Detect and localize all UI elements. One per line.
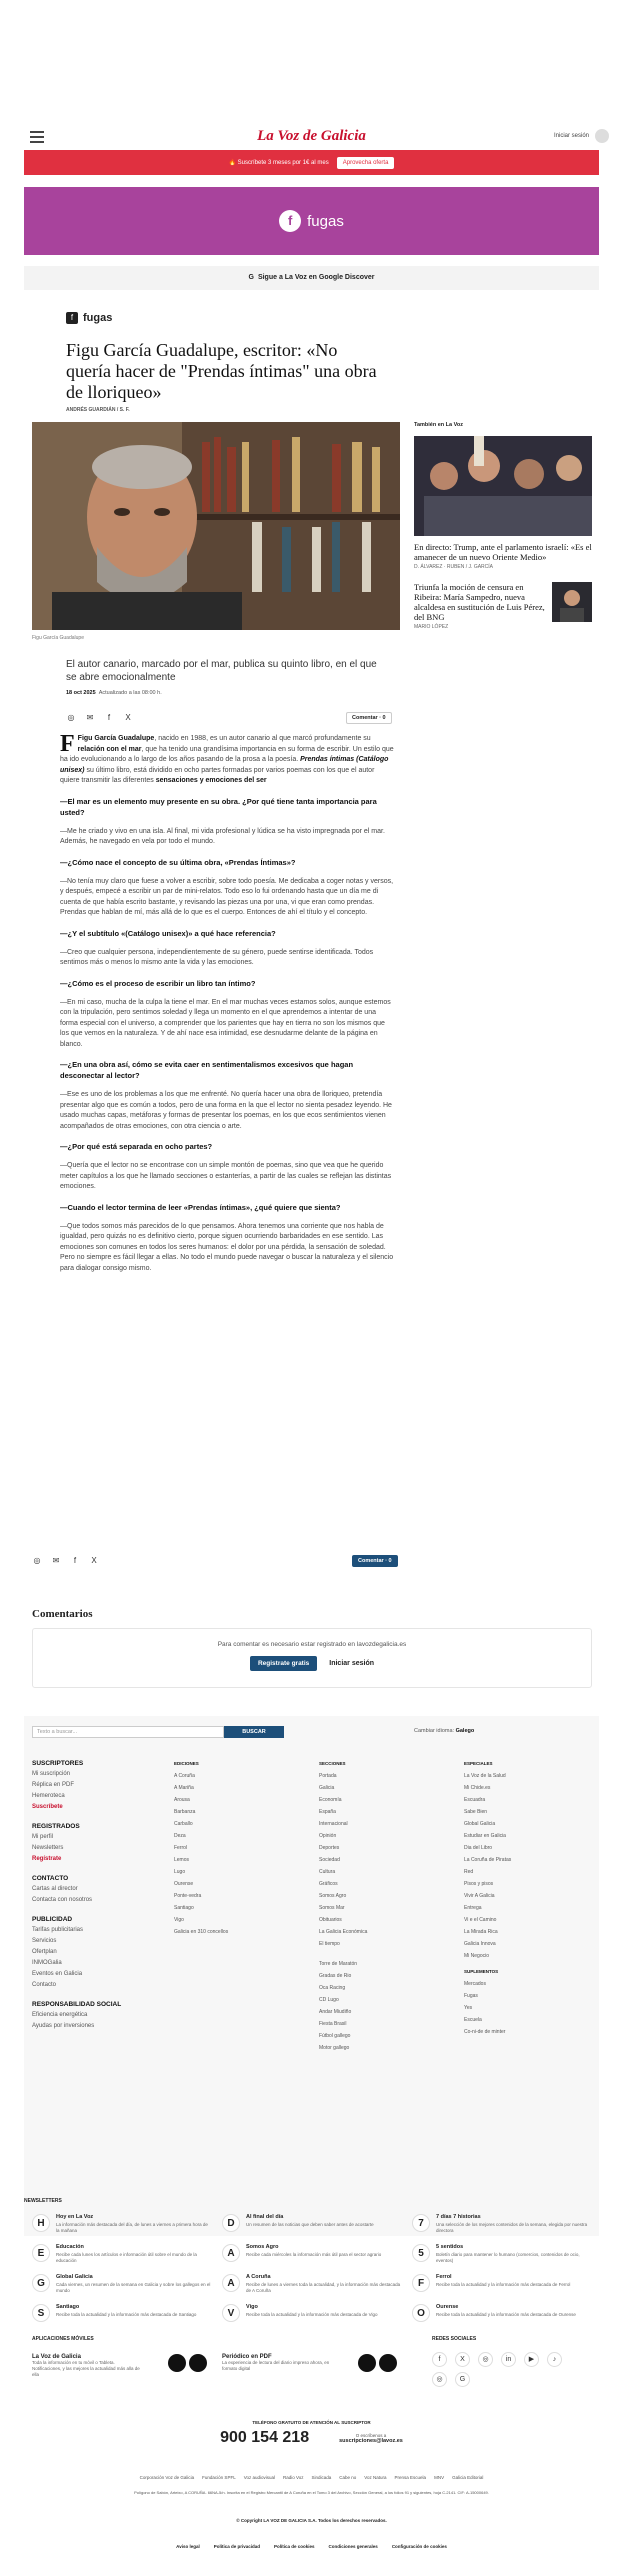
footer-link[interactable]: Santiago: [174, 1905, 194, 1911]
language-switch[interactable]: [414, 1728, 474, 1734]
newsletter-icon: O: [412, 2304, 430, 2322]
social-heading: REDES SOCIALES: [432, 2336, 477, 2342]
footer-link[interactable]: Carballo: [174, 1821, 193, 1827]
app-desc: La experiencia de lectura del diario impreso ahora, en formato digital: [222, 2360, 330, 2371]
apple-store-icon[interactable]: [168, 2354, 186, 2372]
sidebar-thumb[interactable]: [552, 582, 592, 622]
site-footer: [24, 1716, 599, 2236]
corporate-link[interactable]: MNV: [434, 2475, 445, 2480]
article-intro: [60, 731, 395, 787]
newsletter-desc: Recibe toda la actualidad y la información más destacada de Ferrol: [436, 2282, 571, 2287]
sidebar-article-author: MARIO LÓPEZ: [414, 624, 449, 630]
newsletter-title: 7 días 7 historias: [436, 2214, 481, 2220]
footer-heading: SUSCRIPTORES: [32, 1760, 84, 1767]
corporate-link[interactable]: Sindicada: [311, 2475, 332, 2480]
newsletter-icon: V: [222, 2304, 240, 2322]
intro-text-2: , que ha tenido una grandísima importancia en su forma de escribir. Un estilo que ha ido evolucionando a lo largo de los años pasando de la prosa a la poesía.: [60, 745, 394, 763]
google-play-icon[interactable]: [189, 2354, 207, 2372]
newsletter-item[interactable]: [32, 2304, 217, 2332]
footer-link[interactable]: Newsletters: [32, 1845, 64, 1851]
corporate-link[interactable]: Radio Voz: [282, 2475, 304, 2480]
newsletter-icon: G: [32, 2274, 50, 2292]
newsletter-item[interactable]: [412, 2214, 597, 2242]
article-section-label: fugas: [83, 312, 113, 324]
footer-link[interactable]: Cartas al director: [32, 1886, 78, 1892]
footer-link[interactable]: Vi e el Camino: [464, 1917, 497, 1923]
footer-register-link[interactable]: Regístrate: [32, 1856, 62, 1862]
sidebar-photo[interactable]: [414, 436, 592, 536]
legal-link[interactable]: Aviso legal: [176, 2544, 200, 2549]
newsletter-icon: D: [222, 2214, 240, 2232]
footer-link[interactable]: Galicia: [319, 1785, 335, 1791]
copyright: © Copyright LA VOZ DE GALICIA S.A. Todos los derechos reservados.: [236, 2518, 387, 2523]
newsletters-section: [24, 2198, 599, 2318]
newsletter-icon: H: [32, 2214, 50, 2232]
footer-subscribe-link[interactable]: Suscríbete: [32, 1804, 63, 1810]
section-banner-label: fugas: [307, 212, 344, 230]
footer-link[interactable]: Economía: [319, 1797, 342, 1803]
footer-link[interactable]: Cultura: [319, 1869, 336, 1875]
footer-link[interactable]: Opinión: [319, 1833, 337, 1839]
subscriber-email[interactable]: suscripciones@lavoz.es: [339, 2437, 403, 2444]
newsletter-title: A Coruña: [246, 2274, 271, 2280]
corporate-link[interactable]: Voz audiovisual: [243, 2475, 275, 2480]
crowd-photo: [414, 436, 592, 536]
whatsapp-icon[interactable]: ◎: [432, 2372, 447, 2387]
interview-answer: —No tenía muy claro que fuese a volver a escribir, sobre todo poesía. Me dedicaba a coger notas y versos, y después, empecé a escribir un par de mini-relatos. Todo eso lo fui ordenando hasta que un día me di cuenta de que había escrito bastante, y revisando las piezas una por una, vi que eran como prendas. Prendas que hablan de mí, más allá de lo que es el cuerpo. Entonces de ahí el título y el concepto.: [60, 877, 394, 916]
newsletter-title: Santiago: [56, 2304, 80, 2310]
footer-link[interactable]: Galicia en 310 concellos: [174, 1929, 229, 1935]
newsletter-title: Somos Agro: [246, 2244, 279, 2250]
footer-link[interactable]: Lugo: [174, 1869, 186, 1875]
x-icon[interactable]: X: [91, 1556, 97, 1565]
login-link[interactable]: Iniciar sesión: [553, 133, 589, 139]
article-headline: Figu García Guadalupe, escritor: «No quería hacer de "Prendas íntimas" una obra de lloriqueo»: [66, 340, 377, 402]
publish-date: 18 oct 2025: [66, 690, 96, 696]
language-value[interactable]: Galego: [455, 1728, 475, 1734]
interview-question: —El mar es un elemento muy presente en su obra. ¿Por qué tiene tanta importancia para usted?: [60, 796, 377, 817]
footer-link[interactable]: Ofertplan: [32, 1949, 57, 1955]
newsletter-item[interactable]: [412, 2244, 597, 2272]
share-bar-bottom: [32, 1556, 99, 1565]
corporate-links: [24, 2475, 599, 2480]
interview-question: —Cuando el lector termina de leer «Prendas íntimas», ¿qué quiere que sienta?: [60, 1202, 341, 1212]
newsletter-item[interactable]: [222, 2304, 407, 2332]
user-avatar-icon[interactable]: [595, 129, 609, 143]
interview-question: —¿Cómo nace el concepto de su última obra, «Prendas Íntimas»?: [60, 857, 296, 867]
apps-section: [24, 2336, 599, 2396]
footer-col-specials: [464, 1758, 594, 2038]
sidebar-article-author: D. ÁLVAREZ · RUBEN / J. GARCÍA: [414, 564, 493, 570]
footer-link[interactable]: Ferrol: [174, 1845, 188, 1851]
article-photo: [32, 422, 400, 630]
newsletter-item[interactable]: [32, 2244, 217, 2272]
newsletter-title: Ourense: [436, 2304, 459, 2310]
app-item[interactable]: [32, 2354, 217, 2378]
intro-bold-4: sensaciones y emociones del ser: [155, 777, 267, 784]
newsletter-desc: Boletín diario para mantener lo humano (comercios, contenidos de ocio, eventos): [436, 2252, 580, 2263]
newsletter-desc: Cada viernes, un resumen de la semana en Galicia y sobre los gallegos en el mundo: [56, 2282, 211, 2293]
corporate-link[interactable]: Galicia Editorial: [452, 2475, 484, 2480]
footer-link[interactable]: A Coruña: [174, 1773, 195, 1779]
footer-link[interactable]: Portada: [319, 1773, 337, 1779]
footer-link[interactable]: Deportes: [319, 1845, 340, 1851]
newsletter-item[interactable]: [32, 2274, 217, 2302]
newsletter-item[interactable]: [412, 2274, 597, 2302]
footer-link[interactable]: Mi Chide.es: [464, 1785, 491, 1791]
newsletter-title: Al final del día: [246, 2214, 284, 2220]
footer-search-input[interactable]: Texto a buscar...: [32, 1726, 224, 1738]
newsletter-desc: Una selección de los mejores contenidos de la semana, elegida por nuestra directora: [436, 2222, 588, 2233]
interview-question: —¿Cómo es el proceso de escribir un libro tan íntimo?: [60, 978, 256, 988]
footer-link[interactable]: Estudiar en Galicia: [464, 1833, 506, 1839]
footer-link[interactable]: Sociedad: [319, 1857, 340, 1863]
share-bar-top: [66, 713, 133, 722]
footer-link[interactable]: Fútbol gallego: [319, 2033, 351, 2039]
instagram-icon[interactable]: ◎: [478, 2352, 493, 2367]
footer-link[interactable]: Ponte-vedra: [174, 1893, 202, 1899]
x-icon[interactable]: X: [455, 2352, 470, 2367]
facebook-icon[interactable]: f: [73, 1556, 77, 1565]
login-button[interactable]: Iniciar sesión: [329, 1660, 375, 1667]
newsletter-icon: A: [222, 2244, 240, 2262]
whatsapp-icon[interactable]: ◎: [33, 1556, 41, 1565]
footer-heading: CONTACTO: [32, 1875, 69, 1882]
photo-caption: Figu García Guadalupe: [32, 635, 84, 641]
email-icon[interactable]: ✉: [52, 1556, 60, 1565]
footer-link[interactable]: Obituarios: [319, 1917, 342, 1923]
fugas-logo-icon: f: [279, 210, 301, 232]
newsletter-item[interactable]: [412, 2304, 597, 2332]
social-links-2: [432, 2372, 470, 2387]
footer-link[interactable]: Vivir A Galicia: [464, 1893, 495, 1899]
footer-link[interactable]: Internacional: [319, 1821, 348, 1827]
x-icon[interactable]: X: [125, 713, 131, 722]
apple-store-icon[interactable]: [358, 2354, 376, 2372]
footer-link[interactable]: Motor gallego: [319, 2045, 350, 2051]
comment-button-bottom[interactable]: Comentar · 0: [352, 1555, 398, 1567]
email-label: O escríbenos a: [355, 2432, 387, 2438]
newsletter-title: 5 sentidos: [436, 2244, 464, 2250]
app-title: La Voz de Galicia: [32, 2354, 81, 2360]
newsletter-desc: Recibe toda la actualidad y la información más destacada de Ourense: [436, 2312, 576, 2317]
google-icon: G: [248, 274, 254, 281]
phone-label: TELÉFONO GRATUITO DE ATENCIÓN AL SUSCRIPTOR: [252, 2420, 371, 2425]
subscriber-phone-section: [24, 2420, 599, 2447]
newsletter-icon: F: [412, 2274, 430, 2292]
newsletter-desc: Un resumen de las noticias que deben saber antes de acostarte: [246, 2222, 374, 2227]
newsletter-title: Global Galicia: [56, 2274, 93, 2280]
fugas-small-icon: f: [66, 312, 78, 324]
footer-link[interactable]: Mi perfil: [32, 1834, 54, 1840]
footer-link[interactable]: Mi suscripción: [32, 1771, 71, 1777]
footer-link[interactable]: Contacto: [32, 1982, 57, 1988]
google-discover-button[interactable]: [24, 266, 599, 290]
newsletter-desc: Recibe de lunes a viernes toda la actualidad, y la información más destacada de A Coruña: [246, 2282, 401, 2293]
newsletter-desc: Recibe toda la actualidad y la información más destacada de Santiago: [56, 2312, 197, 2317]
comments-title: Comentarios: [32, 1608, 93, 1620]
footer-col-sections: [319, 1758, 449, 2054]
facebook-icon[interactable]: f: [432, 2352, 447, 2367]
section-banner[interactable]: [24, 187, 599, 255]
legal-link[interactable]: Política de cookies: [274, 2544, 315, 2549]
footer-link[interactable]: Sabe Bien: [464, 1809, 488, 1815]
footer-search-button[interactable]: BUSCAR: [224, 1726, 284, 1738]
footer-link[interactable]: Deza: [174, 1833, 186, 1839]
whatsapp-icon[interactable]: ◎: [67, 713, 75, 722]
footer-link[interactable]: La Voz de la Salud: [464, 1773, 506, 1779]
footer-link[interactable]: Entrega: [464, 1905, 482, 1911]
legal-link[interactable]: Política de privacidad: [213, 2544, 261, 2549]
tiktok-icon[interactable]: ♪: [547, 2352, 562, 2367]
footer-link[interactable]: Ayudas por inversiones: [32, 2023, 95, 2029]
language-label: Cambiar idioma:: [414, 1728, 455, 1734]
newsletter-desc: Recibe cada miércoles la información más útil para el sector agrario: [246, 2252, 382, 2257]
interview-answer: —Creo que cualquier persona, independientemente de su género, puede sentirse identificada. Todos sentimos más o menos lo mismo ante la vida y las emociones.: [60, 948, 374, 966]
comments-login-text: Para comentar es necesario estar registrado en lavozdegalicia.es: [217, 1641, 407, 1648]
footer-link[interactable]: Arousa: [174, 1797, 190, 1803]
subscribe-text: 🔥 Suscríbete 3 meses por 1€ al mes: [228, 160, 329, 166]
newsletter-title: Educación: [56, 2244, 84, 2250]
newsletter-icon: E: [32, 2244, 50, 2262]
sidebar-heading: También en La Voz: [414, 422, 463, 428]
comment-button-top[interactable]: Comentar · 0: [346, 712, 392, 724]
article-date: [66, 690, 162, 696]
corporate-link[interactable]: Corporación Voz de Galicia: [139, 2475, 195, 2480]
newsletters-heading: NEWSLETTERS: [24, 2198, 62, 2204]
corporate-link[interactable]: Cabe no: [339, 2475, 357, 2480]
article-body: [60, 731, 395, 1283]
newsletter-desc: Recibe cada lunes los artículos e información útil sobre el mundo de la educación: [56, 2252, 197, 2263]
register-button[interactable]: Registrate gratis: [250, 1656, 317, 1671]
social-links: [432, 2352, 562, 2367]
footer-link[interactable]: Andar Miudiño: [319, 2009, 352, 2015]
interview-question: —¿Por qué está separada en ocho partes?: [60, 1142, 213, 1151]
site-logo[interactable]: La Voz de Galicia: [257, 128, 366, 144]
app-title: Periódico en PDF: [222, 2354, 272, 2360]
newsletter-desc: Recibe toda la actualidad y la información más destacada de Vigo: [246, 2312, 378, 2317]
footer-link[interactable]: España: [319, 1809, 336, 1815]
facebook-icon[interactable]: f: [107, 713, 111, 722]
footer-link[interactable]: Gradas de Rio: [319, 1973, 352, 1979]
comments-box: [32, 1628, 592, 1688]
newsletter-title: Ferrol: [436, 2274, 452, 2280]
footer-heading: RESPONSABILIDAD SOCIAL: [32, 2001, 122, 2008]
footer-link[interactable]: Escuela: [464, 2017, 482, 2023]
footer-link[interactable]: Barbanza: [174, 1809, 196, 1815]
corporate-link[interactable]: Fundación SPFL: [202, 2475, 236, 2480]
interview-answer: —Que todos somos más parecidos de lo que pensamos. Ahora tenemos una corriente que nos habla de igualdad, pero quizás no es definitivo cierto, porque siguen ocurriendo barbaridades en ese sentido. Las emociones son comunes en todos los seres humanos: el dolor por una pérdida, la sensación de soledad. Pero no siempre es fácil llegar a ellas. No todo el mundo puede navegar o buscar la naturaleza y el silencio para dialogar consigo mismo.: [60, 1222, 394, 1272]
footer-heading: EDICIONES: [174, 1761, 199, 1766]
corporate-link[interactable]: Prensa Escuela: [394, 2475, 427, 2480]
interview-answer: —En mi caso, mucha de la culpa la tiene el mar. En el mar muchas veces estamos solos, aunque estemos con la tripulación, pero sentimos soledad y llega un momento en el que aprendemos a intentar de una forma especial con el universo, a comprender que los parientes que hay en tierra no son los mismos que los que vemos en la naturaleza. Y de ahí nace esa intimidad, ese desnudarme delante de la página en blanco.: [60, 998, 391, 1048]
footer-link[interactable]: Tarifas publicitarias: [32, 1927, 84, 1933]
updated-time: Actualizado a las 08:00 h.: [98, 690, 162, 696]
intro-bold-3: Prendas íntimas (Catálogo unisex): [60, 756, 389, 774]
footer-link[interactable]: La Coruña de Piratas: [464, 1857, 512, 1863]
intro-text-3: su último libro, está dividido en ocho partes formadas por varios poemas con los que el autor quiere transmitir las diferentes: [60, 766, 375, 784]
footer-link[interactable]: Contacta con nosotros: [32, 1897, 93, 1903]
footer-link[interactable]: Galicia Innova: [464, 1941, 496, 1947]
newsletter-item[interactable]: [222, 2244, 407, 2272]
footer-link[interactable]: Gráficos: [319, 1881, 338, 1887]
footer-heading: ESPECIALES: [464, 1761, 493, 1766]
apps-heading: APLICACIONES MÓVILES: [32, 2336, 94, 2342]
legal-link[interactable]: Configuración de cookies: [391, 2544, 447, 2549]
newsletter-icon: A: [222, 2274, 240, 2292]
email-icon[interactable]: ✉: [86, 713, 94, 722]
footer-link[interactable]: Fugas: [464, 1993, 478, 1999]
footer-link[interactable]: Oca Racing: [319, 1985, 346, 1991]
footer-link[interactable]: Servicios: [32, 1938, 57, 1944]
interview-answer: —Quería que el lector no se encontrase con un simple montón de poemas, sino que vea que he querido meter capítulos a los que he llamado secciones o estanterías, a partir de las cuales se reflejan las distintas emociones.: [60, 1162, 392, 1190]
sidebar: [414, 422, 592, 630]
footer-heading: PUBLICIDAD: [32, 1916, 73, 1923]
discover-label: Sigue a La Voz en Google Discover: [257, 274, 375, 281]
newsletter-item[interactable]: [222, 2274, 407, 2302]
interview-question: —¿Y el subtítulo «(Catálogo unisex)» a qué hace referencia?: [60, 928, 276, 938]
footer-link[interactable]: CD Lugo: [319, 1997, 339, 2003]
footer-link[interactable]: Ourense: [174, 1881, 194, 1887]
article-lede: El autor canario, marcado por el mar, publica su quinto libro, en el que se abre emocionalmente: [66, 659, 377, 683]
intro-bold-2: relación con el mar: [77, 745, 142, 753]
footer-link[interactable]: Fiesta Brasil: [319, 2021, 347, 2027]
footer-link[interactable]: Escuadra: [464, 1797, 486, 1803]
legal-link[interactable]: Condiciones generales: [328, 2544, 378, 2549]
footer-link[interactable]: Somos Mar: [319, 1905, 345, 1911]
subscribe-offer-button[interactable]: Aprovecha oferta: [337, 157, 395, 169]
footer-link[interactable]: Mi Negocio: [464, 1953, 490, 1959]
intro-bold-1: Figu García Guadalupe: [77, 735, 155, 742]
company-address: Polígono de Sabón, Arteixo, A CORUÑA. 66NA-5/n. Inscrita en el Registro Mercantil de A Coruña en el Tomo 3 del Archivo, Sección General, a los folios 91 y siguientes, hoja C-2141. CIF: A-15000649.: [134, 2490, 489, 2495]
footer-heading: REGISTRADOS: [32, 1823, 80, 1830]
footer-link[interactable]: Global Galicia: [464, 1821, 496, 1827]
corporate-link[interactable]: Voz Natura: [364, 2475, 387, 2480]
footer-link[interactable]: Yes: [464, 2005, 473, 2011]
app-desc: Toda la información en tu móvil o Tableta. Notificaciones, y las mejores la actualidad más alla de ella: [32, 2360, 140, 2377]
google-news-icon[interactable]: G: [455, 2372, 470, 2387]
footer-link[interactable]: La Mirada Rica: [464, 1929, 498, 1935]
footer-heading: SECCIONES: [319, 1761, 346, 1766]
footer-link[interactable]: Co-ni-de de minter: [464, 2029, 506, 2035]
interview-answer: —Me he criado y vivo en una isla. Al final, mi vida profesional y lúdica se ha visto impregnada por el mar. Además, he navegado en vela por todo el mundo.: [60, 827, 385, 845]
footer-heading: SUPLEMENTOS: [464, 1969, 499, 1974]
newsletter-title: Vigo: [246, 2304, 258, 2310]
portrait-photo: [32, 422, 400, 630]
sidebar-article-title[interactable]: Triunfa la moción de censura en Ribeira: María Sampedro, nueva alcaldesa en sustitución de Luis Pérez, del BNG: [414, 582, 545, 622]
newsletter-icon: 5: [412, 2244, 430, 2262]
footer-link[interactable]: Vigo: [174, 1917, 184, 1923]
intro-text-1: , nacido en 1988, es un autor canario al que marcó profundamente su: [154, 735, 371, 742]
footer-link[interactable]: Torre de Maratón: [319, 1961, 358, 1967]
legal-links: [24, 2544, 599, 2549]
sidebar-article-title[interactable]: En directo: Trump, ante el parlamento israelí: «Es el amanecer de un nuevo Oriente Medio»: [414, 542, 592, 562]
footer-link[interactable]: Hemeroteca: [32, 1793, 65, 1799]
phone-number[interactable]: 900 154 218: [220, 2429, 310, 2446]
newsletter-item[interactable]: [222, 2214, 407, 2242]
footer-link[interactable]: Eventos en Galicia: [32, 1971, 83, 1977]
newsletter-desc: La información más destacada del día, de lunes a viernes a primera hora de la mañana: [56, 2222, 208, 2233]
interview-answer: —Ese es uno de los problemas a los que me enfrenté. No quería hacer una obra de lloriqueo, pretendía presentar algo que es común a todos, pero de una forma en la que el lector no sienta pesadez leyendo. He usado muchas capas, metáforas y formas de presentar los poemas, en los que ecos sentimientos vienen acompañados de otras emociones, con otra ciencia o arte.: [60, 1091, 392, 1130]
footer-col-editions: [174, 1758, 304, 1938]
article-section[interactable]: [66, 312, 112, 324]
footer-link[interactable]: Lemos: [174, 1857, 190, 1863]
newsletter-icon: S: [32, 2304, 50, 2322]
newsletter-item[interactable]: [32, 2214, 217, 2242]
footer-link[interactable]: A Mariña: [174, 1785, 194, 1791]
footer-link[interactable]: Dia del Libro: [464, 1845, 493, 1851]
footer-link[interactable]: Eficiencia energética: [32, 2012, 88, 2018]
footer-link[interactable]: Mercados: [464, 1981, 486, 1987]
footer-link[interactable]: Réplica en PDF: [32, 1782, 75, 1788]
drop-cap: F: [60, 731, 75, 757]
footer-link[interactable]: Somos Agro: [319, 1893, 347, 1899]
google-play-icon[interactable]: [379, 2354, 397, 2372]
app-item[interactable]: [222, 2354, 407, 2372]
footer-link[interactable]: Red: [464, 1869, 474, 1875]
article-byline: ANDRÉS GUARDIÁN / S. F.: [66, 407, 130, 413]
sidebar-article-2[interactable]: [414, 582, 592, 630]
newsletter-title: Hoy en La Voz: [56, 2214, 94, 2220]
youtube-icon[interactable]: ▶: [524, 2352, 539, 2367]
newsletter-icon: 7: [412, 2214, 430, 2232]
footer-col-account: [32, 1758, 162, 2032]
footer-spacer: [319, 1950, 449, 1958]
footer-link[interactable]: INMOGalia: [32, 1960, 62, 1966]
interview-question: —¿En una obra así, cómo se evita caer en sentimentalismos excesivos que hagan desconectar al lector?: [60, 1060, 354, 1080]
subscribe-bar: [24, 150, 599, 175]
linkedin-icon[interactable]: in: [501, 2352, 516, 2367]
footer-link[interactable]: Pisos y pisos: [464, 1881, 494, 1887]
footer-link[interactable]: La Galicia Económica: [319, 1929, 368, 1935]
footer-link[interactable]: El tiempo: [319, 1941, 340, 1947]
